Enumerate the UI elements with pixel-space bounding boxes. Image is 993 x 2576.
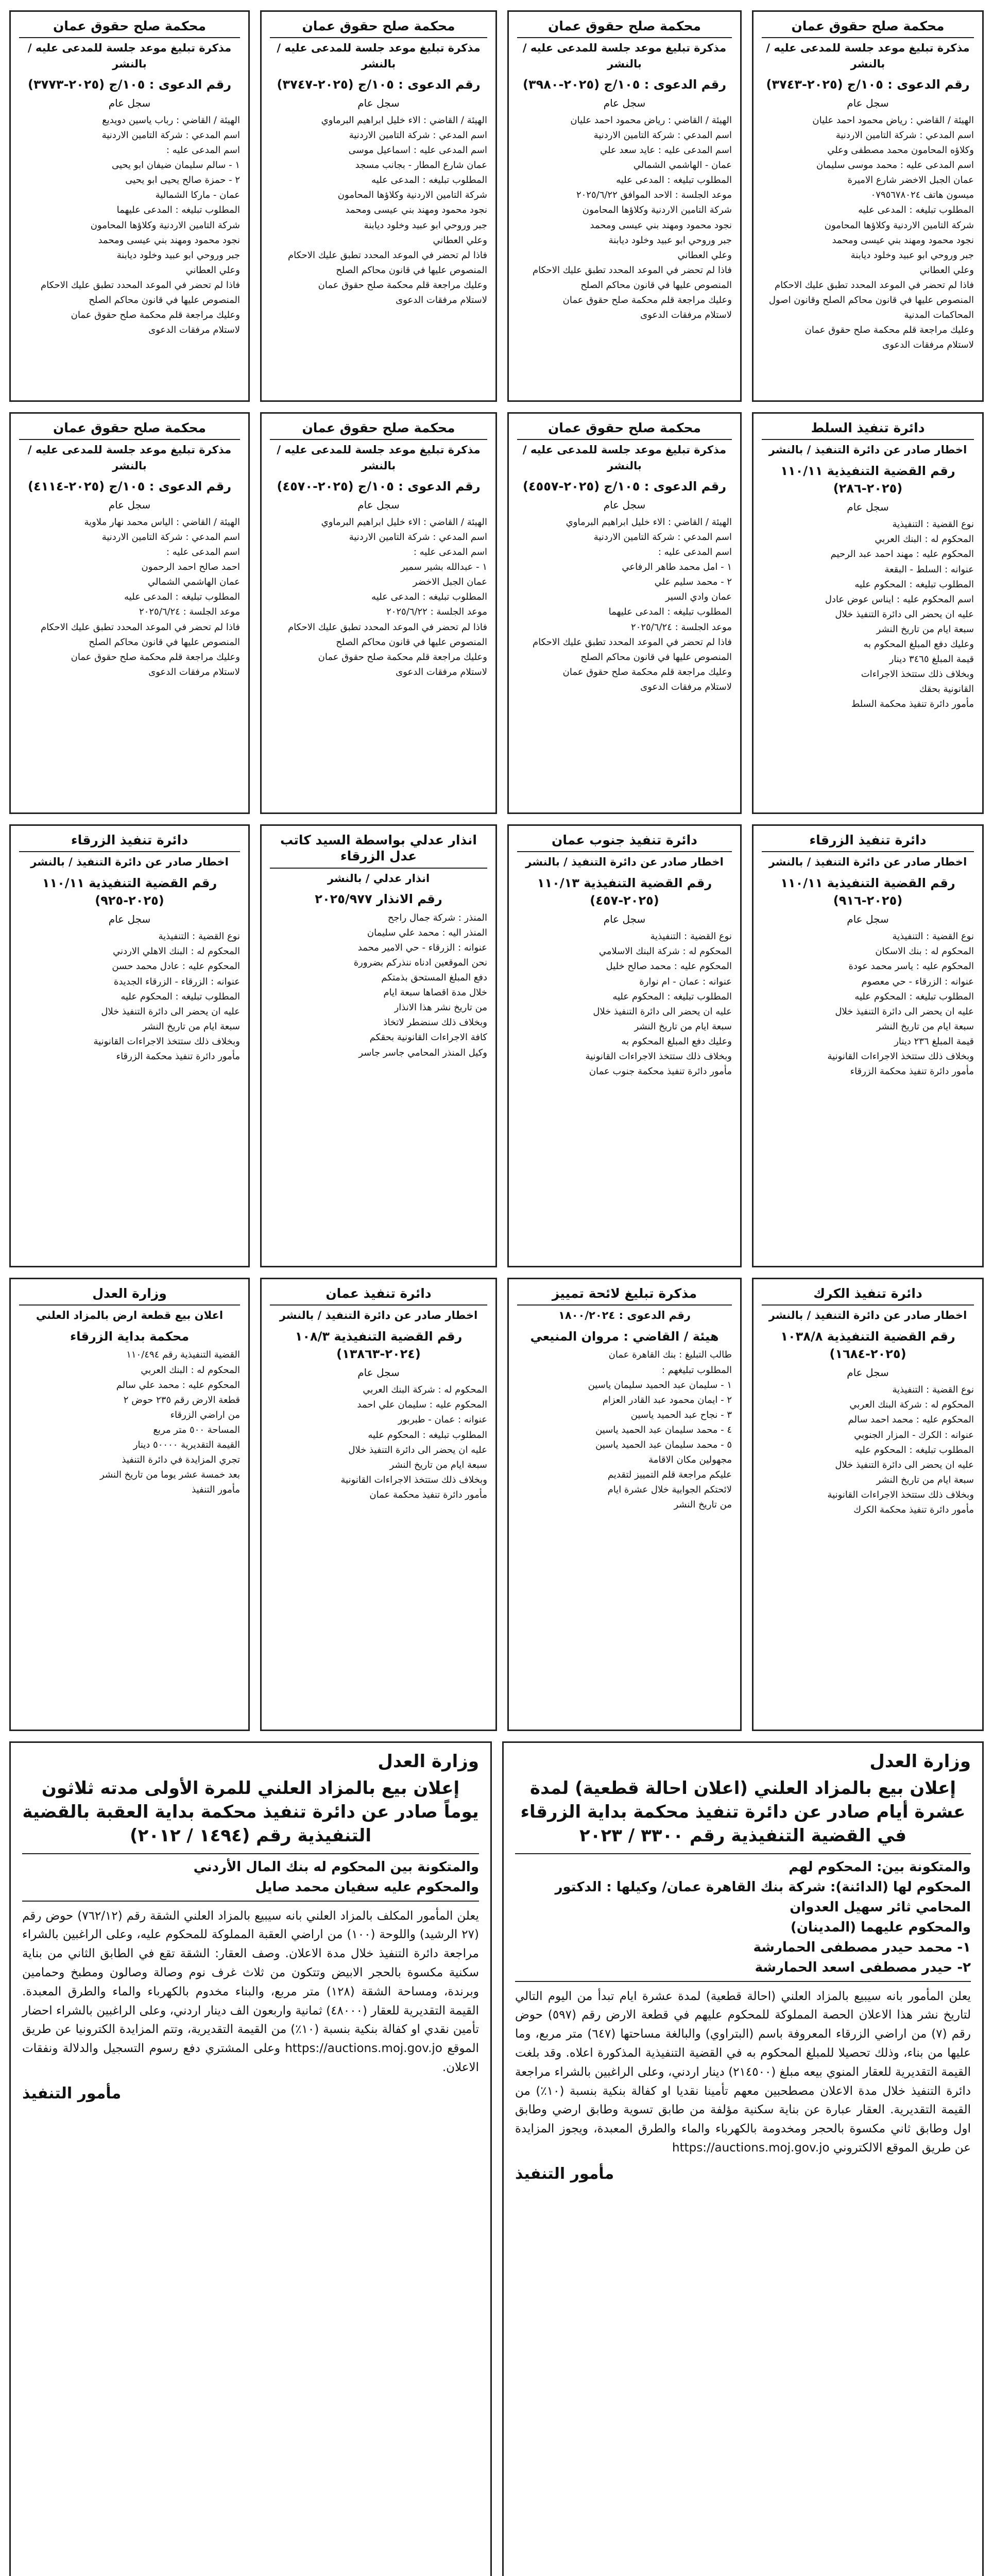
notice-r1-c4 — [9, 10, 250, 402]
notice-line: عليه ان يحضر الى دائرة التنفيذ خلال — [593, 1006, 732, 1017]
notice-line: مأمور دائرة تنفيذ محكمة جنوب عمان — [589, 1066, 732, 1077]
notice-subtitle: مذكرة تبليغ موعد جلسة للمدعى عليه / بالنشر — [270, 439, 487, 473]
notice-line: لاستلام مرفقات الدعوى — [148, 325, 240, 336]
notice-line: ٣ - نجاح عبد الحميد ياسين — [630, 1409, 732, 1420]
notice-lines — [517, 930, 732, 1078]
notice-line: اسم المدعي : شركة التامين الاردنية — [593, 532, 732, 543]
notice-line: اسم المدعي : شركة التامين الاردنية — [349, 532, 487, 543]
registry-label: سجل عام — [357, 96, 400, 109]
notice-line: من اراضي الزرقاء — [170, 1409, 240, 1420]
notice-line: نوع القضية : التنفيذية — [650, 931, 732, 942]
notice-line: المحكوم عليه : محمد صالح خليل — [606, 961, 732, 972]
notice-lines — [270, 1383, 487, 1502]
notice-header: دائرة تنفيذ الكرك — [813, 1286, 922, 1301]
notice-line: عنوانه : عمان - ام نوارة — [639, 976, 732, 987]
notice-line: نجود محمود ومهند بني عيسى ومحمد — [98, 234, 240, 246]
notice-line: سبعة ايام من تاريخ النشر — [142, 1021, 240, 1032]
notice-subtitle: اخطار صادر عن دائرة التنفيذ / بالنشر — [762, 439, 974, 457]
registry-label: سجل عام — [847, 913, 889, 926]
notice-line: نجود محمود ومهند بني عيسى ومحمد — [590, 219, 732, 231]
notice-line: موعد الجلسة : الاحد الموافق ٢٠٢٥/٦/٢٢ — [576, 190, 732, 201]
notice-line: المطلوب تبليغه : المدعى عليه — [371, 175, 487, 186]
notice-subtitle: اخطار صادر عن دائرة التنفيذ / بالنشر — [762, 1304, 974, 1323]
notice-line: لاستلام مرفقات الدعوى — [148, 666, 240, 677]
notice-line: نوع القضية : التنفيذية — [892, 931, 974, 942]
auction-ad-zarqa — [502, 1741, 984, 2576]
notice-line: من تاريخ نشر هذا الانذار — [394, 1002, 487, 1013]
notice-line: جبر وروحي ابو عبيد وخلود ديابنة — [364, 219, 487, 231]
notice-subtitle: مذكرة تبليغ موعد جلسة للمدعى عليه / بالنشر — [270, 37, 487, 72]
notice-header: محكمة صلح حقوق عمان — [547, 19, 701, 33]
notice-line: قيمة المبلغ ٢٣٦ دينار — [894, 1036, 974, 1047]
notice-subtitle: مذكرة تبليغ موعد جلسة للمدعى عليه / بالنشر — [762, 37, 974, 72]
notice-line: لائحتكم الجوابية خلال عشرة ايام — [607, 1484, 732, 1496]
notice-line: وعليك مراجعة قلم محكمة صلح حقوق عمان — [71, 310, 240, 321]
notice-line: المحكوم له : شركة البنك العربي — [849, 1399, 974, 1411]
notice-lines — [517, 1348, 732, 1512]
notice-r4-c2 — [507, 1278, 742, 1731]
registry-label: سجل عام — [847, 501, 889, 514]
notice-line: موعد الجلسة : ٢٠٢٥/٦/٢٤ — [631, 621, 732, 633]
notice-line: فاذا لم تحضر في الموعد المحدد تطبق عليك الاحكام — [288, 621, 487, 633]
notice-subtitle: اخطار صادر عن دائرة التنفيذ / بالنشر — [19, 851, 240, 870]
notice-line: نوع القضية : التنفيذية — [892, 519, 974, 530]
notice-line: المطلوب تبليغه : المدعى عليه — [616, 175, 732, 186]
case-number: رقم الانذار ٢٠٢٥/٩٧٧ — [315, 891, 442, 906]
notice-line: لاستلام مرفقات الدعوى — [640, 310, 732, 321]
auction-signature: مأمور التنفيذ — [22, 2084, 122, 2103]
notice-line: وعلي العطاني — [185, 264, 240, 276]
notice-line: مأمور دائرة تنفيذ محكمة الكرك — [853, 1504, 974, 1516]
notice-subtitle: اخطار صادر عن دائرة التنفيذ / بالنشر — [270, 1304, 487, 1323]
notice-line: اسم المدعي : شركة التامين الاردنية — [835, 130, 974, 141]
notice-subtitle: انذار عدلي / بالنشر — [270, 868, 487, 886]
notice-line: المحكوم له : البنك العربي — [141, 1364, 240, 1376]
notice-line: فاذا لم تحضر في الموعد المحدد تطبق عليك الاحكام — [775, 279, 974, 291]
notice-r2-c2 — [507, 412, 742, 814]
notice-r3-c3 — [260, 824, 497, 1267]
notice-line: وعليك مراجعة قلم محكمة صلح حقوق عمان — [804, 325, 974, 336]
notice-line: نجود محمود ومهند بني عيسى ومحمد — [832, 234, 974, 246]
notice-line: المنصوص عليها في قانون محاكم الصلح — [580, 651, 732, 663]
notice-line: عنوانه : الزرقاء - الزرقاء الجديدة — [113, 976, 240, 987]
party-line: المحكوم لها (الدائنة): شركة بنك القاهرة عمان/ وكيلها : الدكتور المحامي ثائر سهيل العدوان — [555, 1879, 971, 1915]
notice-r2-c1 — [752, 412, 984, 814]
notice-line: المطلوب تبليغه : المحكوم عليه — [121, 991, 240, 1002]
notice-line: المنصوص عليها في قانون محاكم الصلح — [89, 295, 240, 306]
registry-label: سجل عام — [603, 96, 646, 109]
notice-line: القيمة التقديرية ٥٠٠٠٠ دينار — [133, 1439, 240, 1451]
notice-line: المحكوم عليه : مهند احمد عبد الرحيم — [830, 549, 974, 560]
party-line: ١- محمد حيدر مصطفى الحمارشة — [753, 1939, 971, 1955]
notice-line: المطلوب تبليغه : المدعى عليهما — [608, 606, 732, 618]
notice-line: لاستلام مرفقات الدعوى — [640, 681, 732, 692]
ministry-title: وزارة العدل — [869, 1751, 971, 1772]
notice-line: جبر وروحي ابو عبيد وخلود ديابنة — [608, 234, 732, 246]
notice-line: شركة التامين الاردنية وكلاؤها المحامون — [90, 219, 240, 231]
notice-line: عليه ان يحضر الى دائرة التنفيذ خلال — [101, 1006, 240, 1017]
notice-line: المحكوم عليه : محمد احمد سالم — [848, 1414, 974, 1426]
notice-subtitle: مذكرة تبليغ موعد جلسة للمدعى عليه / بالنشر — [517, 37, 732, 72]
notice-lines — [517, 114, 732, 322]
auction-parties — [22, 1857, 479, 1897]
notice-line: ٢ - حمزة صالح يحيى ابو يحيى — [125, 175, 240, 186]
party-line: والمتكونة بين المحكوم له بنك المال الأردني — [193, 1859, 479, 1875]
notice-line: مجهولين مكان الاقامة — [648, 1454, 732, 1466]
registry-label: سجل عام — [108, 913, 151, 926]
notice-line: خلال مدة اقصاها سبعة ايام — [383, 987, 487, 998]
registry-label: سجل عام — [847, 96, 889, 109]
notice-line: مأمور التنفيذ — [192, 1484, 240, 1496]
notice-line: ١ - سليمان عبد الحميد سليمان ياسين — [588, 1379, 732, 1391]
notice-line: عمان - الهاشمي الشمالي — [633, 160, 732, 171]
auction-parties — [515, 1857, 971, 1978]
party-line: والمحكوم عليه سفيان محمد صايل — [255, 1879, 479, 1895]
notice-line: عليه ان يحضر الى دائرة التنفيذ خلال — [835, 608, 974, 620]
notice-line: وعليك مراجعة قلم محكمة صلح حقوق عمان — [562, 666, 732, 677]
notice-line: سبعة ايام من تاريخ النشر — [634, 1021, 732, 1032]
auction-signature: مأمور التنفيذ — [515, 2164, 614, 2183]
notice-line: القانونية بحقك — [919, 684, 974, 695]
notice-line: فاذا لم تحضر في الموعد المحدد تطبق عليك الاحكام — [288, 249, 487, 261]
notice-line: المطلوب تبليغه : المحكوم عليه — [854, 579, 974, 590]
notice-line: المطلوب تبليغه : المحكوم عليه — [854, 1444, 974, 1455]
notice-line: ٢ - محمد سليم علي — [654, 577, 732, 588]
notice-line: عنوانه : الزرقاء - حي الامير محمد — [357, 942, 487, 953]
notice-line: وعليك مراجعة قلم محكمة صلح حقوق عمان — [562, 295, 732, 306]
auction-body: يعلن المأمور بانه سيبيع بالمزاد العلني (احالة قطعية) لمدة عشرة ايام تبدأ من اليوم التالي لتاريخ نشر هذا الاعلان الحصة المملوكة للمحكوم عليهم في قطعة الارض رقم (٥٩٧) حوض رقم (٧) من اراضي الزرقاء المعروفة باسم (البتراوي) والبالغة مساحتها (٦٤٧) متر مربع، وما عليها من بناء، وذلك تحصيلا للمبلغ المحكوم به في القضية التنفيذية المذكورة اعلاه. وقد بلغت القيمة التقديرية للعقار المنوي بيعه مبلغ (٢١٤٥٠٠) دينار اردني، وعلى الراغبين بالشراء مراجعة دائرة التنفيذ خلال مدة الاعلان مصطحبين معهم تأمينا نقديا او كفالة بنكية بنسبة (١٠٪) من القيمة التقديرية. العقار عبارة عن بناية سكنية مؤلفة من طابق تسوية وطابق ارضي وطابق اول وطابق ثاني مكسوة بالحجر ومخدومة بالكهرباء والماء والطرق المعبدة، ويجوز المزايدة عن طريق الموقع الالكتروني https://auctions.moj.gov.jo — [515, 1989, 971, 2155]
notice-line: وبخلاف ذلك ستتخذ الاجراءات القانونية — [827, 1051, 974, 1062]
notice-line: المساحة ٥٠٠ متر مربع — [153, 1424, 240, 1435]
auction-title: إعلان بيع بالمزاد العلني للمرة الأولى مدته ثلاثون يوماً صادر عن دائرة تنفيذ محكمة بداية العقبة بالقضية التنفيذية رقم (١٤٩٤ / ٢٠١٢) — [22, 1778, 479, 1846]
notice-line: احمد صالح احمد الرحمون — [141, 562, 240, 573]
notice-line: المنصوص عليها في قانون محاكم الصلح — [580, 279, 732, 291]
notice-line: لاستلام مرفقات الدعوى — [882, 340, 974, 351]
notice-line: ١ - امل محمد طاهر الرفاعي — [622, 562, 732, 573]
party-line: ٢- حيدر مصطفى اسعد الحمارشة — [755, 1959, 971, 1975]
notice-lines — [762, 518, 974, 711]
notice-lines — [762, 1383, 974, 1517]
notice-line: المطلوب تبليغه : المحكوم عليه — [612, 991, 732, 1002]
notice-line: وعلي العطاني — [677, 249, 732, 261]
notice-header: محكمة صلح حقوق عمان — [547, 420, 701, 435]
notice-line: مأمور دائرة تنفيذ محكمة الزرقاء — [850, 1066, 974, 1077]
notice-line: الهيئة / القاضي : الاء خليل ابراهيم البرماوي — [321, 114, 487, 126]
notice-line: وبخلاف ذلك ستتخذ الاجراءات القانونية — [827, 1489, 974, 1500]
case-number: رقم الدعوى : ١٠٥/ج (٢٠٢٥-٣٧٤٧) — [277, 77, 481, 92]
notice-lines — [19, 516, 240, 679]
notice-line: عليكم مراجعة قلم التمييز لتقديم — [607, 1469, 732, 1481]
notice-line: المطلوب تبليغه : المدعى عليه — [371, 591, 487, 603]
case-number: رقم الدعوى : ١٠٥/ج (٢٠٢٥-٤٥٧٠) — [277, 479, 481, 494]
notice-subtitle: اعلان بيع قطعة ارض بالمزاد العلني — [19, 1304, 240, 1323]
notice-line: نجود محمود ومهند بني عيسى ومحمد — [345, 205, 487, 216]
notice-lines — [762, 114, 974, 352]
notice-line: تجري المزايدة في دائرة التنفيذ — [122, 1454, 240, 1466]
auction-body: يعلن المأمور المكلف بالمزاد العلني بانه سيبيع بالمزاد العلني الشقة رقم (٧٦٢/١٢) حوض رقم (٢٧ الرشيد) واللوحة (١٠٠) من اراضي العقبة المملوكة للمحكوم عليه، وعلى الراغبين بالشراء مراجعة دائرة التنفيذ خلال مدة الاعلان. وصف العقار: الشقة تقع في الطابق الثاني من بناية سكنية مكسوة بالحجر الابيض وتتكون من ثلاث غرف نوم وصالة وصالون ومطبخ وحمامين وبرندة، ومساحة الشقة (١٢٨) متر مربع، والبناء مخدوم بالكهرباء والماء والطرق المعبدة. القيمة التقديرية للعقار (٤٨٠٠٠) ثمانية واربعون الف دينار اردني، وعلى الراغبين بالشراء احضار تأمين نقدي او كفالة بنكية بنسبة (١٠٪) من القيمة التقديرية، وتتم المزايدة الكترونيا عن طريق الموقع https://auctions.moj.gov.jo وعلى المشتري دفع رسوم التسجيل والدلالة ونفقات الاعلان. — [22, 1909, 480, 2075]
notice-line: شركة التامين الاردنية وكلاؤها المحامون — [337, 190, 487, 201]
notice-header: محكمة صلح حقوق عمان — [302, 420, 455, 435]
notice-r3-c2 — [507, 824, 742, 1267]
notice-line: وعلي العطاني — [919, 264, 974, 276]
notice-line: نوع القضية : التنفيذية — [158, 931, 240, 942]
notice-line: مأمور دائرة تنفيذ محكمة الزرقاء — [116, 1051, 240, 1062]
notice-line: وعليك دفع المبلغ المحكوم به — [863, 639, 974, 650]
notice-line: موعد الجلسة : ٢٠٢٥/٦/٢٢ — [386, 606, 487, 618]
notice-header: محكمة صلح حقوق عمان — [53, 19, 207, 33]
notice-lines — [270, 114, 487, 307]
notice-line: المنصوص عليها في قانون محاكم الصلح — [336, 636, 487, 648]
notice-line: قطعة الارض رقم ٢٣٥ حوض ٢ — [123, 1394, 240, 1405]
notice-line: المحكوم عليه : عادل محمد حسن — [112, 961, 240, 972]
notice-lines — [517, 516, 732, 694]
notice-line: جبر وروحي ابو عبيد وخلود ديابنة — [850, 249, 974, 261]
notice-r1-c2 — [507, 10, 742, 402]
notice-line: عمان وادي السير — [665, 591, 732, 603]
case-number: رقم القضية التنفيذية ١١٠/١١ (٢٠٢٥-٩١٦) — [780, 875, 955, 908]
notice-line: عليه ان يحضر الى دائرة التنفيذ خلال — [835, 1459, 974, 1470]
auction-title: إعلان بيع بالمزاد العلني (اعلان احالة قطعية) لمدة عشرة أيام صادر عن دائرة تنفيذ محكمة بداية الزرقاء في القضية التنفيذية رقم ٣٣٠٠ / ٢٠٢٣ — [520, 1778, 966, 1846]
ministry-title: وزارة العدل — [378, 1751, 479, 1772]
notice-line: عمان شارع المطار - بجانب مسجد — [355, 160, 487, 171]
notice-lines — [762, 930, 974, 1078]
notice-line: وكيل المنذر المحامي جاسر جاسر — [358, 1047, 487, 1058]
notice-line: اسم المدعى عليه : — [166, 145, 240, 156]
notice-line: المنصوص عليها في قانون محاكم الصلح — [336, 264, 487, 276]
case-number: هيئة / القاضي : مروان المنيعي — [530, 1329, 719, 1344]
notice-line: سبعة ايام من تاريخ النشر — [876, 623, 974, 635]
notice-line: المطلوب تبليغه : المدعى عليه — [124, 591, 240, 603]
case-number: رقم الدعوى : ١٠٥/ج (٢٠٢٥-٤٥٥٧) — [522, 479, 727, 494]
notice-subtitle: اخطار صادر عن دائرة التنفيذ / بالنشر — [517, 851, 732, 870]
notice-header: دائرة تنفيذ عمان — [326, 1286, 432, 1301]
notice-line: الهيئة / القاضي : الاء خليل ابراهيم البرماوي — [566, 516, 732, 528]
notice-line: المنذر اليه : محمد علي سليمان — [367, 927, 487, 938]
notice-r4-c3 — [260, 1278, 497, 1731]
notice-header: محكمة صلح حقوق عمان — [302, 19, 455, 33]
notice-line: نحن الموقعين ادناه ننذركم بضرورة — [353, 957, 487, 969]
notice-line: طالب التبليغ : بنك القاهرة عمان — [608, 1349, 732, 1361]
notice-lines — [19, 1348, 240, 1497]
notice-header: مذكرة تبليغ لائحة تمييز — [552, 1286, 697, 1301]
case-number: رقم القضية التنفيذية ١١٠/١١ (٢٠٢٥-٢٨٦) — [780, 463, 955, 496]
notice-line: جبر وروحي ابو عبيد وخلود ديابنة — [116, 249, 240, 261]
notice-line: اسم المدعى عليه : محمد موسى سليمان — [816, 160, 974, 171]
notice-line: بعد خمسة عشر يوما من تاريخ النشر — [100, 1469, 240, 1481]
case-number: رقم القضية التنفيذية ١٠٣٨/٨ (٢٠٢٥-١٦٨٤) — [780, 1329, 955, 1362]
notice-lines — [270, 516, 487, 679]
notice-subtitle: مذكرة تبليغ موعد جلسة للمدعى عليه / بالنشر — [19, 37, 240, 72]
notice-lines — [19, 930, 240, 1063]
registry-label: سجل عام — [108, 96, 151, 109]
notice-line: وعليك مراجعة قلم محكمة صلح حقوق عمان — [318, 651, 487, 663]
notice-header: دائرة تنفيذ الزرقاء — [71, 833, 189, 848]
notice-line: المحكوم له : البنك العربي — [875, 534, 974, 545]
notice-line: المطلوب تبليغه : المحكوم عليه — [854, 991, 974, 1002]
notice-line: ١ - عبدالله بشير سمير — [400, 562, 487, 573]
notice-r2-c3 — [260, 412, 497, 814]
notice-line: فاذا لم تحضر في الموعد المحدد تطبق عليك الاحكام — [41, 621, 240, 633]
notice-header: انذار عدلي بواسطة السيد كاتب عدل الزرقاء — [280, 833, 477, 864]
notice-r1-c3 — [260, 10, 497, 402]
notice-line: المحكوم عليه : ياسر محمد عودة — [848, 961, 974, 972]
notice-line: المحكوم له : شركة البنك الاسلامي — [598, 946, 732, 957]
notice-line: وعلي العطاني — [433, 234, 487, 246]
registry-label: سجل عام — [357, 1366, 400, 1379]
notice-line: اسم المحكوم عليه : ايناس عوض عادل — [825, 594, 974, 605]
notice-line: قيمة المبلغ ٣٤٦٥ دينار — [889, 654, 974, 665]
notice-line: المحكوم له : البنك الاهلي الاردني — [113, 946, 240, 957]
notice-line: مأمور دائرة تنفيذ محكمة عمان — [369, 1489, 487, 1500]
case-number: رقم القضية التنفيذية ١١٠/١١ (٢٠٢٥-٩٢٥) — [42, 875, 217, 908]
notice-line: سبعة ايام من تاريخ النشر — [876, 1021, 974, 1032]
notice-subtitle: مذكرة تبليغ موعد جلسة للمدعى عليه / بالنشر — [19, 439, 240, 473]
notice-line: شركة التامين الاردنية وكلاؤها المحامون — [582, 205, 732, 216]
notice-line: سبعة ايام من تاريخ النشر — [876, 1474, 974, 1485]
notice-line: المنصوص عليها في قانون محاكم الصلح وقانون اصول — [768, 295, 974, 306]
notice-subtitle: اخطار صادر عن دائرة التنفيذ / بالنشر — [762, 851, 974, 870]
case-number: رقم القضية التنفيذية ١٠٨/٣ (٢٠٢٤-١٣٨٦٣) — [295, 1329, 463, 1362]
registry-label: سجل عام — [108, 498, 151, 511]
notice-line: وبخلاف ذلك سنضطر لاتخاذ — [383, 1017, 487, 1028]
notice-line: الهيئة / القاضي : الاء خليل ابراهيم البرماوي — [321, 516, 487, 528]
notice-line: عمان الجبل الاخضر — [413, 577, 487, 588]
notice-line: فاذا لم تحضر في الموعد المحدد تطبق عليك الاحكام — [533, 264, 732, 276]
case-number: رقم الدعوى : ١٠٥/ج (٢٠٢٥-٣٧٤٣) — [766, 77, 970, 92]
notice-line: لاستلام مرفقات الدعوى — [396, 666, 487, 677]
notice-line: اسم المدعى عليه : عايد سعد علي — [600, 145, 732, 156]
case-number: رقم الدعوى : ١٠٥/ج (٢٠٢٥-٤١١٤) — [27, 479, 232, 494]
notice-line: ٥ - محمد سليمان عبد الحميد ياسين — [595, 1439, 732, 1451]
notice-line: من تاريخ النشر — [674, 1499, 732, 1511]
notice-header: وزارة العدل — [92, 1286, 167, 1301]
notice-r1-c1 — [752, 10, 984, 402]
case-number: رقم الدعوى : ١٠٥/ج (٢٠٢٥-٣٧٧٣) — [27, 77, 232, 92]
notice-r3-c1 — [752, 824, 984, 1267]
registry-label: سجل عام — [603, 498, 646, 511]
notice-line: اسم المدعي : شركة التامين الاردنية — [101, 130, 240, 141]
notice-line: المحكوم له : بنك الاسكان — [875, 946, 974, 957]
notice-line: وعليك دفع المبلغ المحكوم به — [621, 1036, 732, 1047]
notice-line: وبخلاف ذلك ستتخذ الاجراءات — [861, 669, 974, 680]
notice-line: اسم المدعى عليه : اسماعيل موسى — [348, 145, 487, 156]
notice-line: عمان - ماركا الشمالية — [155, 190, 240, 201]
notice-header: دائرة تنفيذ جنوب عمان — [551, 833, 698, 848]
notice-line: المحكوم عليه : محمد علي سالم — [116, 1379, 240, 1391]
registry-label: سجل عام — [603, 913, 646, 926]
auction-ad-aqaba — [9, 1741, 492, 2576]
notice-line: وعليك مراجعة قلم محكمة صلح حقوق عمان — [71, 651, 240, 663]
notice-line: الهيئة / القاضي : رباب ياسين دويديع — [102, 114, 240, 126]
notice-line: ٢ - ايمان محمود عبد القادر العزام — [602, 1394, 732, 1405]
notice-line: المحاكمات المدنية — [904, 310, 974, 321]
notice-line: ١ - سالم سليمان ضيفان ابو يحيى — [111, 160, 240, 171]
notice-line: اسم المدعى عليه : — [166, 547, 240, 558]
notice-line: دفع المبلغ المستحق بذمتكم — [381, 972, 487, 984]
notice-line: المنصوص عليها في قانون محاكم الصلح — [89, 636, 240, 648]
notice-line: سبعة ايام من تاريخ النشر — [389, 1459, 487, 1470]
notice-r4-c1 — [752, 1278, 984, 1731]
notice-line: الهيئة / القاضي : رياض محمود احمد عليان — [812, 114, 974, 126]
case-number: محكمة بداية الزرقاء — [70, 1329, 190, 1344]
party-line: والمتكونة بين: المحكوم لهم — [789, 1859, 971, 1875]
notice-line: القضية التنفيذية رقم ١١٠/٤٩٤ — [126, 1349, 240, 1361]
notice-line: وبخلاف ذلك ستتخذ الاجراءات القانونية — [585, 1051, 732, 1062]
notice-r4-c4 — [9, 1278, 250, 1731]
notice-subtitle: مذكرة تبليغ موعد جلسة للمدعى عليه / بالنشر — [517, 439, 732, 473]
notice-line: ٤ - محمد سليمان عبد الحميد ياسين — [595, 1424, 732, 1435]
notice-line: المطلوب تبليغه : المدعى عليهما — [116, 205, 240, 216]
notice-line: موعد الجلسة : ٢٠٢٥/٦/٢٤ — [139, 606, 240, 618]
notice-line: المحكوم عليه : سليمان علي احمد — [357, 1399, 487, 1411]
notice-line: المطلوب تبليغه : المحكوم عليه — [368, 1429, 487, 1440]
notice-line: ميسون هاتف ٠٧٩٥٦٧٨٠٢٤ — [870, 190, 974, 201]
notice-line: اسم المدعي : شركة التامين الاردنية — [349, 130, 487, 141]
notice-line: وكلاؤه المحامون محمد مصطفى وعلي — [827, 145, 974, 156]
notice-line: فاذا لم تحضر في الموعد المحدد تطبق عليك الاحكام — [533, 636, 732, 648]
party-line: والمحكوم عليهما (المدينان) — [790, 1919, 971, 1935]
notice-line: المطلوب تبليغهم : — [661, 1364, 732, 1376]
registry-label: سجل عام — [847, 1366, 889, 1379]
notice-header: محكمة صلح حقوق عمان — [791, 19, 945, 33]
notice-line: وبخلاف ذلك ستتخذ الاجراءات القانونية — [340, 1474, 487, 1485]
notice-r2-c4 — [9, 412, 250, 814]
notice-header: دائرة تنفيذ الزرقاء — [809, 833, 927, 848]
notice-line: المنذر : شركة جمال راجح — [387, 912, 487, 923]
notice-line: اسم المدعي : شركة التامين الاردنية — [593, 130, 732, 141]
notice-line: عنوانه : السلط - البقعة — [884, 564, 974, 575]
notice-line: عمان الجبل الاخضر شارع الاميرة — [847, 175, 974, 186]
notice-line: مأمور دائرة تنفيذ محكمة السلط — [851, 699, 974, 710]
case-number: رقم الدعوى : ١٠٥/ج (٢٠٢٥-٣٩٨٠) — [522, 77, 727, 92]
notice-line: المطلوب تبليغه : المدعى عليه — [858, 205, 974, 216]
notice-line: وبخلاف ذلك ستتخذ الاجراءات القانونية — [93, 1036, 240, 1047]
notice-header: دائرة تنفيذ السلط — [811, 420, 925, 435]
notice-subtitle: رقم الدعوى : ١٨٠٠/٢٠٢٤ — [517, 1304, 732, 1323]
notice-line: عنوانه : الزرقاء - حي معصوم — [861, 976, 974, 987]
notice-line: شركة التامين الاردنية وكلاؤها المحامون — [824, 219, 974, 231]
notice-line: الهيئة / القاضي : رياض محمود احمد عليان — [570, 114, 732, 126]
notice-line: اسم المدعى عليه : — [413, 547, 487, 558]
notice-line: كافة الاجراءات القانونية بحقكم — [369, 1032, 487, 1043]
notice-line: عمان الهاشمي الشمالي — [148, 577, 240, 588]
notice-line: الهيئة / القاضي : الياس محمد نهار ملاوية — [84, 516, 240, 528]
notice-line: وعليك مراجعة قلم محكمة صلح حقوق عمان — [318, 279, 487, 291]
notice-line: لاستلام مرفقات الدعوى — [396, 295, 487, 306]
notice-line: اسم المدعى عليه : — [658, 547, 732, 558]
notice-line: المحكوم له : شركة البنك العربي — [363, 1384, 487, 1396]
notice-line: عليه ان يحضر الى دائرة التنفيذ خلال — [835, 1006, 974, 1017]
registry-label: سجل عام — [357, 498, 400, 511]
notice-line: اسم المدعي : شركة التامين الاردنية — [101, 532, 240, 543]
notice-lines — [19, 114, 240, 337]
notice-line: فاذا لم تحضر في الموعد المحدد تطبق عليك الاحكام — [41, 279, 240, 291]
notice-r3-c4 — [9, 824, 250, 1267]
notice-line: نوع القضية : التنفيذية — [892, 1384, 974, 1396]
notice-lines — [270, 911, 487, 1060]
notice-line: عنوانه : الكرك - المزار الجنوبي — [854, 1429, 974, 1440]
notice-line: عليه ان يحضر الى دائرة التنفيذ خلال — [348, 1444, 487, 1455]
notice-line: عنوانه : عمان - طبربور — [398, 1414, 487, 1426]
notice-header: محكمة صلح حقوق عمان — [53, 420, 207, 435]
case-number: رقم القضية التنفيذية ١١٠/١٣ (٢٠٢٥-٤٥٧) — [537, 875, 712, 908]
